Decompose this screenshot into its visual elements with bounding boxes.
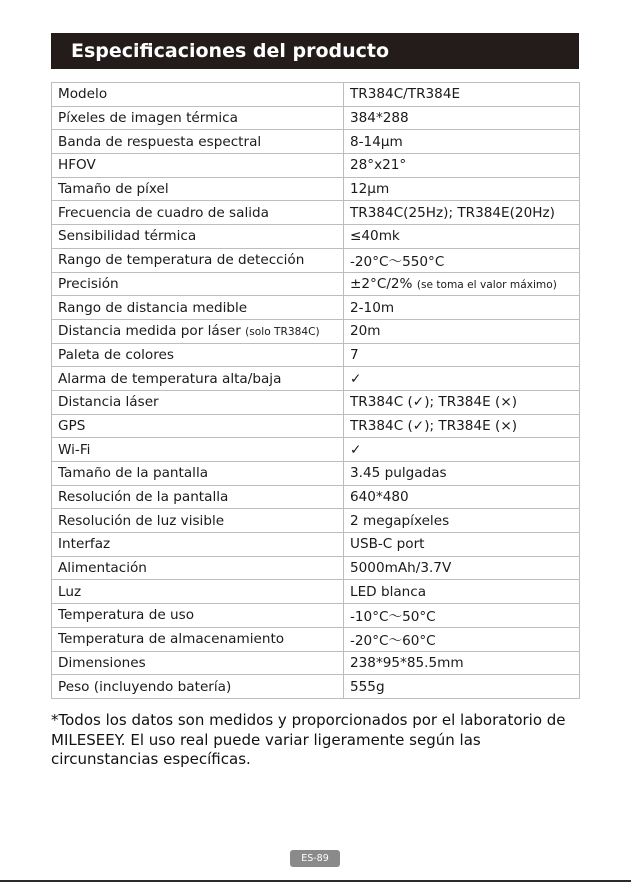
table-row (52, 272, 580, 296)
spec-value-cell (344, 225, 580, 249)
spec-value-cell (344, 509, 580, 533)
spec-label: Temperatura de almacenamiento (58, 631, 285, 648)
spec-value: 20m (350, 323, 381, 340)
spec-value: -10°C～50°C (350, 609, 436, 626)
spec-value: ✓ (350, 370, 362, 387)
table-row (52, 462, 580, 486)
spec-label-cell (52, 296, 344, 320)
spec-label-cell (52, 106, 344, 130)
spec-value: TR384C (✓); TR384E (×) (350, 394, 518, 411)
table-row (52, 154, 580, 178)
table-row (52, 556, 580, 580)
spec-value-cell (344, 367, 580, 391)
table-row (52, 106, 580, 130)
spec-value-cell (344, 414, 580, 438)
spec-label: Interfaz (58, 536, 111, 553)
spec-value-cell (344, 556, 580, 580)
spec-label: HFOV (58, 157, 96, 174)
table-row (52, 414, 580, 438)
spec-label-cell (52, 509, 344, 533)
table-row (52, 485, 580, 509)
spec-label-cell (52, 225, 344, 249)
table-row (52, 604, 580, 628)
page-number-badge: ES-89 (290, 850, 340, 867)
spec-label-cell (52, 83, 344, 107)
spec-label-cell (52, 319, 344, 343)
spec-label: Sensibilidad térmica (58, 228, 197, 245)
table-row (52, 83, 580, 107)
table-row (52, 651, 580, 675)
spec-value-cell (344, 580, 580, 604)
spec-label: Peso (incluyendo batería) (58, 678, 232, 695)
table-row (52, 343, 580, 367)
spec-label-cell (52, 390, 344, 414)
spec-value-cell (344, 627, 580, 651)
spec-label: Rango de temperatura de detección (58, 252, 305, 269)
table-row (52, 130, 580, 154)
spec-label-cell (52, 627, 344, 651)
spec-label-cell (52, 248, 344, 272)
spec-label: Alarma de temperatura alta/baja (58, 370, 282, 387)
spec-value-cell (344, 83, 580, 107)
spec-label: Temperatura de uso (58, 607, 195, 624)
spec-value-cell (344, 343, 580, 367)
section-title: Especificaciones del producto (51, 33, 579, 69)
spec-label-cell (52, 604, 344, 628)
table-row (52, 533, 580, 557)
spec-value-cell (344, 390, 580, 414)
bottom-divider (0, 880, 631, 882)
spec-value-cell (344, 319, 580, 343)
spec-label-cell (52, 154, 344, 178)
spec-label: Banda de respuesta espectral (58, 133, 262, 150)
spec-value-cell (344, 296, 580, 320)
spec-value: 2-10m (350, 299, 395, 316)
spec-value-cell (344, 130, 580, 154)
spec-label: Tamaño de la pantalla (58, 465, 209, 482)
spec-label: Resolución de la pantalla (58, 489, 229, 506)
spec-value-cell (344, 438, 580, 462)
spec-label: Tamaño de píxel (58, 181, 169, 198)
table-row (52, 580, 580, 604)
spec-value: ≤40mk (350, 228, 400, 245)
spec-label: GPS (58, 417, 86, 434)
spec-value: -20°C～550°C (350, 254, 445, 271)
table-row (52, 675, 580, 699)
spec-label-cell (52, 367, 344, 391)
table-row (52, 509, 580, 533)
spec-value: 640*480 (350, 489, 409, 506)
spec-value-cell (344, 485, 580, 509)
spec-value: LED blanca (350, 583, 427, 600)
spec-value-cell (344, 675, 580, 699)
spec-label-cell (52, 201, 344, 225)
spec-value: 238*95*85.5mm (350, 654, 464, 671)
spec-label-cell (52, 675, 344, 699)
table-row (52, 225, 580, 249)
spec-label-cell (52, 438, 344, 462)
spec-value-cell (344, 177, 580, 201)
spec-label-cell (52, 177, 344, 201)
spec-label: Frecuencia de cuadro de salida (58, 204, 269, 221)
spec-value: TR384C (✓); TR384E (×) (350, 417, 518, 434)
spec-label-cell (52, 414, 344, 438)
spec-value-cell (344, 106, 580, 130)
spec-label: Distancia medida por láser (58, 323, 241, 340)
spec-label-cell (52, 556, 344, 580)
footnote: *Todos los datos son medidos y proporcionados por el laboratorio de MILESEEY. El uso real puede variar ligeramente según las circunstancias específicas. (51, 711, 566, 768)
spec-value: 3.45 pulgadas (350, 465, 447, 482)
spec-value: 384*288 (350, 110, 409, 127)
table-row (52, 296, 580, 320)
spec-value: 8-14μm (350, 133, 403, 150)
spec-value: 7 (350, 346, 359, 363)
spec-value: ✓ (350, 441, 362, 458)
spec-value: 555g (350, 678, 385, 695)
spec-value: 28°x21° (350, 157, 407, 174)
spec-value: TR384C(25Hz); TR384E(20Hz) (350, 204, 555, 221)
spec-value-cell (344, 248, 580, 272)
spec-value-cell (344, 201, 580, 225)
table-row (52, 177, 580, 201)
spec-label: Wi-Fi (58, 441, 91, 458)
spec-value: USB-C port (350, 536, 425, 553)
spec-label: Resolución de luz visible (58, 512, 225, 529)
table-row (52, 201, 580, 225)
spec-value-cell (344, 462, 580, 486)
spec-label: Luz (58, 583, 82, 600)
table-row (52, 438, 580, 462)
spec-label: Rango de distancia medible (58, 299, 248, 316)
table-row (52, 367, 580, 391)
spec-value-cell (344, 272, 580, 296)
table-row (52, 248, 580, 272)
spec-label-cell (52, 272, 344, 296)
table-row (52, 390, 580, 414)
spec-label: Modelo (58, 86, 108, 103)
spec-value: TR384C/TR384E (350, 86, 461, 103)
spec-label: Distancia láser (58, 394, 159, 411)
spec-label-cell (52, 580, 344, 604)
spec-label: Paleta de colores (58, 346, 174, 363)
spec-value: ±2°C/2% (350, 275, 413, 292)
spec-value-cell (344, 651, 580, 675)
spec-label: Dimensiones (58, 654, 146, 671)
spec-label: Píxeles de imagen térmica (58, 110, 238, 127)
spec-label: Precisión (58, 275, 119, 292)
spec-value: -20°C～60°C (350, 633, 436, 650)
spec-value-cell (344, 604, 580, 628)
spec-label-cell (52, 462, 344, 486)
spec-label-cell (52, 533, 344, 557)
spec-value-cell (344, 533, 580, 557)
spec-label-cell (52, 651, 344, 675)
spec-value: 12μm (350, 181, 390, 198)
table-row (52, 627, 580, 651)
spec-label-note: (solo TR384C) (245, 326, 320, 339)
spec-label-cell (52, 130, 344, 154)
spec-label-cell (52, 343, 344, 367)
specifications-table (51, 82, 580, 699)
spec-label: Alimentación (58, 560, 147, 577)
spec-value-cell (344, 154, 580, 178)
spec-label-cell (52, 485, 344, 509)
spec-value: 2 megapíxeles (350, 512, 450, 529)
spec-value-note: (se toma el valor máximo) (416, 278, 557, 291)
table-row (52, 319, 580, 343)
spec-value: 5000mAh/3.7V (350, 560, 452, 577)
